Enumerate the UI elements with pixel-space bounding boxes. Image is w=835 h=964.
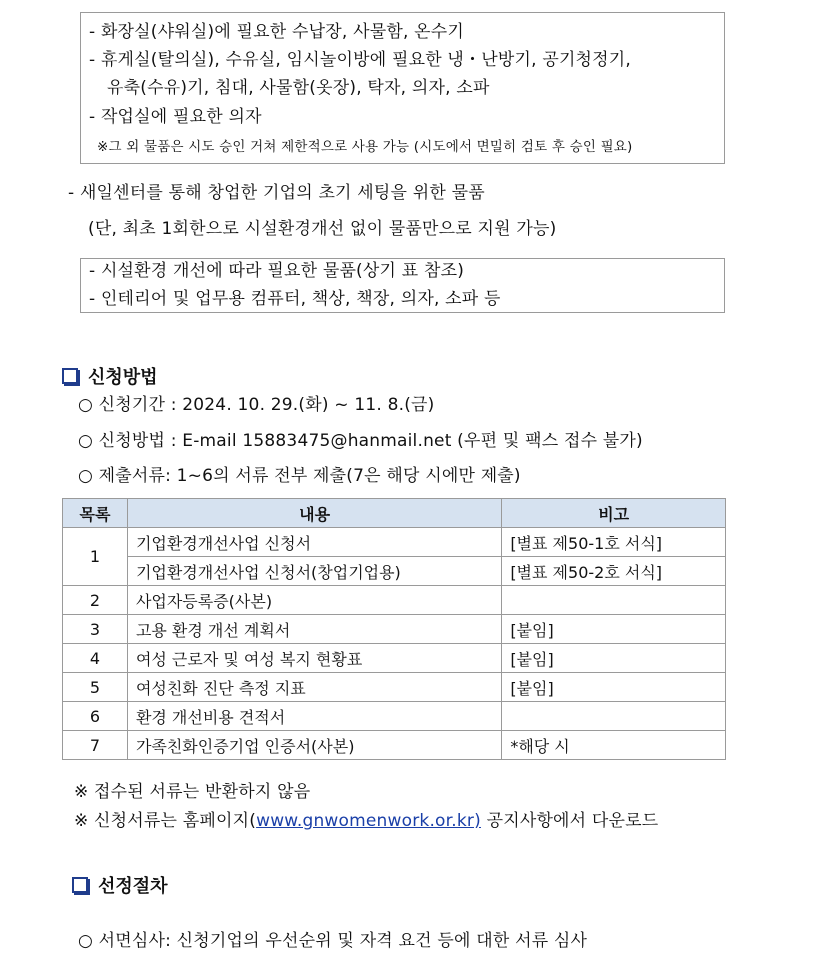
note-download <box>74 811 658 831</box>
row-no: 1 <box>63 528 128 586</box>
header-no: 목록 <box>63 499 128 528</box>
selection-step1: ○ 서면심사: 신청기업의 우선순위 및 자격 요건 등에 대한 서류 심사 <box>78 931 588 951</box>
header-content: 내용 <box>127 499 501 528</box>
table-row <box>63 731 726 760</box>
box2-line-2: - 인테리어 및 업무용 컴퓨터, 책상, 책장, 의자, 소파 등 <box>89 289 501 309</box>
row-note <box>502 586 726 615</box>
selection-heading-text: 선정절차 <box>98 876 168 897</box>
box1-line-4: - 작업실에 필요한 의자 <box>89 107 262 127</box>
table-row <box>63 673 726 702</box>
apply-period: ○ 신청기간 : 2024. 10. 29.(화) ~ 11. 8.(금) <box>78 395 435 415</box>
note-not-returned: ※ 접수된 서류는 반환하지 않음 <box>74 782 311 802</box>
note-download-pre: ※ 신청서류는 홈페이지( <box>74 811 257 831</box>
row-no: 7 <box>63 731 128 760</box>
box1-line-2: - 휴게실(탈의실), 수유실, 임시놀이방에 필요한 냉・난방기, 공기청정기, <box>89 50 632 70</box>
checkbox-square-icon <box>62 368 78 384</box>
selection-heading <box>72 872 168 898</box>
header-note: 비고 <box>502 499 726 528</box>
table-row <box>63 557 726 586</box>
row-note <box>502 702 726 731</box>
row-content: 고용 환경 개선 계획서 <box>127 615 501 644</box>
row-note: [붙임] <box>502 644 726 673</box>
table-header-row <box>63 499 726 528</box>
row-no: 2 <box>63 586 128 615</box>
row-note: *해당 시 <box>502 731 726 760</box>
startup-line-2: (단, 최초 1회한으로 시설환경개선 없이 물품만으로 지원 가능) <box>88 219 557 239</box>
box2-line-1: - 시설환경 개선에 따라 필요한 물품(상기 표 참조) <box>89 261 465 281</box>
row-note: [붙임] <box>502 673 726 702</box>
row-content: 기업환경개선사업 신청서(창업기업용) <box>127 557 501 586</box>
homepage-link[interactable]: www.gnwomenwork.or.kr) <box>256 811 481 831</box>
row-no: 5 <box>63 673 128 702</box>
row-content: 기업환경개선사업 신청서 <box>127 528 501 557</box>
row-no: 3 <box>63 615 128 644</box>
row-content: 여성 근로자 및 여성 복지 현황표 <box>127 644 501 673</box>
table-row <box>63 586 726 615</box>
note-download-post: 공지사항에서 다운로드 <box>480 811 659 831</box>
row-content: 여성친화 진단 측정 지표 <box>127 673 501 702</box>
apply-method: ○ 신청방법 : E-mail 15883475@hanmail.net (우편 및 팩스 접수 불가) <box>78 431 643 451</box>
box1-line-1: - 화장실(샤워실)에 필요한 수납장, 사물함, 온수기 <box>89 22 465 42</box>
table-row <box>63 615 726 644</box>
apply-heading-text: 신청방법 <box>88 367 158 388</box>
row-no: 4 <box>63 644 128 673</box>
row-content: 사업자등록증(사본) <box>127 586 501 615</box>
table-row <box>63 702 726 731</box>
row-content: 환경 개선비용 견적서 <box>127 702 501 731</box>
row-no: 6 <box>63 702 128 731</box>
table-row <box>63 644 726 673</box>
row-note: [별표 제50-1호 서식] <box>502 528 726 557</box>
row-note: [별표 제50-2호 서식] <box>502 557 726 586</box>
row-content: 가족친화인증기업 인증서(사본) <box>127 731 501 760</box>
apply-heading <box>62 363 158 389</box>
checkbox-square-icon <box>72 877 88 893</box>
startup-line-1: - 새일센터를 통해 창업한 기업의 초기 세팅을 위한 물품 <box>68 183 485 203</box>
row-note: [붙임] <box>502 615 726 644</box>
documents-table <box>62 498 726 760</box>
apply-docs: ○ 제출서류: 1~6의 서류 전부 제출(7은 해당 시에만 제출) <box>78 466 521 486</box>
box1-note: ※그 외 물품은 시도 승인 거쳐 제한적으로 사용 가능 (시도에서 면밀히 검토 후 승인 필요) <box>97 139 633 155</box>
table-row <box>63 528 726 557</box>
box1-line-3: 유축(수유)기, 침대, 사물함(옷장), 탁자, 의자, 소파 <box>107 78 490 98</box>
